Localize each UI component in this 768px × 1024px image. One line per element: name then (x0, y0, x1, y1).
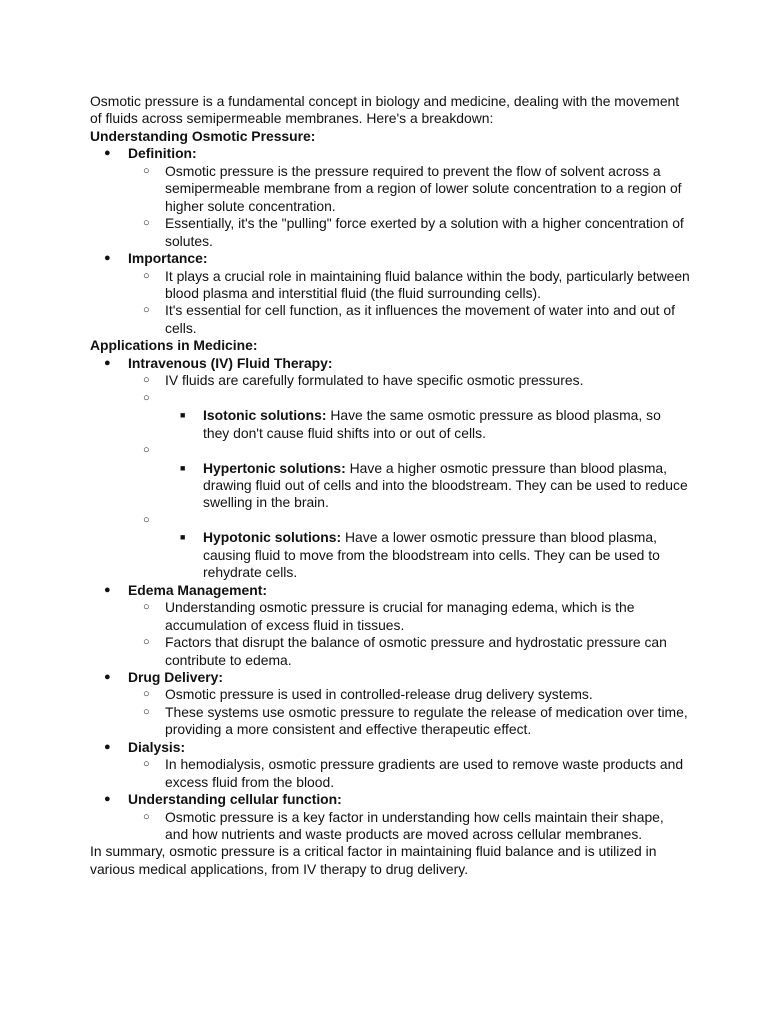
list-item: ○ These systems use osmotic pressure to regulate the release of medication over time, providing a more consistent and effective therapeutic effect. (143, 703, 688, 738)
bullet-disc-icon: ● (104, 583, 111, 596)
sub-list-drug (90, 686, 690, 738)
bullet-square-icon: ■ (180, 462, 186, 473)
bullet-edema: ● Edema Management: (104, 581, 267, 598)
bullet-square-icon: ■ (180, 410, 186, 421)
list-item: ○ Osmotic pressure is the pressure required to prevent the flow of solvent across a semipermeable membrane from a region of lower solute concentration to a region of higher solute concentration. (143, 162, 682, 214)
bullet-circle-icon: ○ (143, 636, 150, 649)
section-heading-understanding: Understanding Osmotic Pressure: (90, 127, 316, 144)
sub-list-cellular (90, 809, 690, 844)
bullet-circle-icon: ○ (143, 304, 150, 317)
bullet-disc-icon: ● (104, 356, 111, 369)
bullet-list-applications (90, 355, 690, 844)
bullet-circle-icon: ○ (143, 705, 150, 718)
summary-paragraph: In summary, osmotic pressure is a critical factor in maintaining fluid balance and is utilized in various medical applications, from IV therapy to drug delivery. (90, 843, 657, 877)
bullet-circle-icon: ○ (143, 164, 150, 177)
bullet-drug-delivery: ● Drug Delivery: (104, 668, 223, 685)
bullet-circle-icon: ○ (143, 444, 150, 457)
bullet-disc-icon: ● (104, 740, 111, 753)
list-item: ○ Understanding osmotic pressure is crucial for managing edema, which is the accumulation of excess fluid in tissues. (143, 599, 635, 633)
bullet-disc-icon: ● (104, 252, 111, 265)
sub-list-definition (90, 163, 690, 250)
list-item-isotonic: ■ Isotonic solutions: Have the same osmotic pressure as blood plasma, so they don't cause fluid shifts into or out of cells. (180, 407, 661, 441)
section-heading-applications: Applications in Medicine: (90, 337, 258, 354)
bullet-definition: ● Definition: (104, 145, 197, 162)
list-item-empty (90, 442, 690, 459)
bullet-importance: ● Importance: (104, 250, 208, 267)
bullet-circle-icon: ○ (143, 269, 150, 282)
bullet-circle-icon: ○ (143, 810, 150, 823)
intro-paragraph: Osmotic pressure is a fundamental concept in biology and medicine, dealing with the movement of fluids across semipermeable membranes. Here's a breakdown: (90, 93, 680, 127)
bullet-cellular-function: ● Understanding cellular function: (104, 791, 342, 808)
sub-list-dialysis (90, 756, 690, 791)
list-item: ○ Factors that disrupt the balance of osmotic pressure and hydrostatic pressure can contribute to edema. (143, 634, 667, 668)
list-item: ○ Osmotic pressure is a key factor in understanding how cells maintain their shape, and how nutrients and waste products are moved across cellular membranes. (143, 808, 664, 843)
list-item: ○ It plays a crucial role in maintaining fluid balance within the body, particularly between blood plasma and interstitial fluid (the fluid surrounding cells). (143, 267, 690, 301)
bullet-iv-therapy: ● Intravenous (IV) Fluid Therapy: (104, 354, 333, 371)
bullet-list-understanding (90, 145, 690, 337)
list-item-empty (90, 512, 690, 529)
list-item: ○ In hemodialysis, osmotic pressure gradients are used to remove waste products and excess fluid from the blood. (143, 756, 684, 790)
sub-list-importance (90, 268, 690, 338)
list-item: ○ It's essential for cell function, as it influences the movement of water into and out of cells. (143, 302, 675, 336)
sub-list-iv (90, 372, 690, 581)
list-item-empty (90, 390, 690, 407)
bullet-circle-icon: ○ (143, 217, 150, 230)
list-item-hypertonic: ■ Hypertonic solutions: Have a higher osmotic pressure than blood plasma, drawing fluid out of cells and into the bloodstream. They can be used to reduce swelling in the brain. (180, 459, 688, 511)
bullet-circle-icon: ○ (143, 391, 150, 404)
list-item: ○ Essentially, it's the "pulling" force exerted by a solution with a higher concentration of solutes. (143, 215, 684, 249)
bullet-square-icon: ■ (180, 532, 186, 543)
bullet-circle-icon: ○ (143, 601, 150, 614)
bullet-disc-icon: ● (104, 147, 111, 160)
list-item: ○ Osmotic pressure is used in controlled-release drug delivery systems. (143, 686, 593, 703)
document-body (90, 93, 690, 878)
list-item-hypotonic: ■ Hypotonic solutions: Have a lower osmotic pressure than blood plasma, causing fluid to move from the bloodstream into cells. They can be used to rehydrate cells. (180, 529, 660, 581)
sub-list-edema (90, 599, 690, 669)
bullet-circle-icon: ○ (143, 374, 150, 387)
bullet-disc-icon: ● (104, 793, 111, 806)
bullet-disc-icon: ● (104, 670, 111, 683)
list-item: ○ IV fluids are carefully formulated to have specific osmotic pressures. (143, 372, 584, 389)
bullet-circle-icon: ○ (143, 513, 150, 526)
bullet-circle-icon: ○ (143, 758, 150, 771)
bullet-dialysis: ● Dialysis: (104, 738, 186, 755)
bullet-circle-icon: ○ (143, 688, 150, 701)
